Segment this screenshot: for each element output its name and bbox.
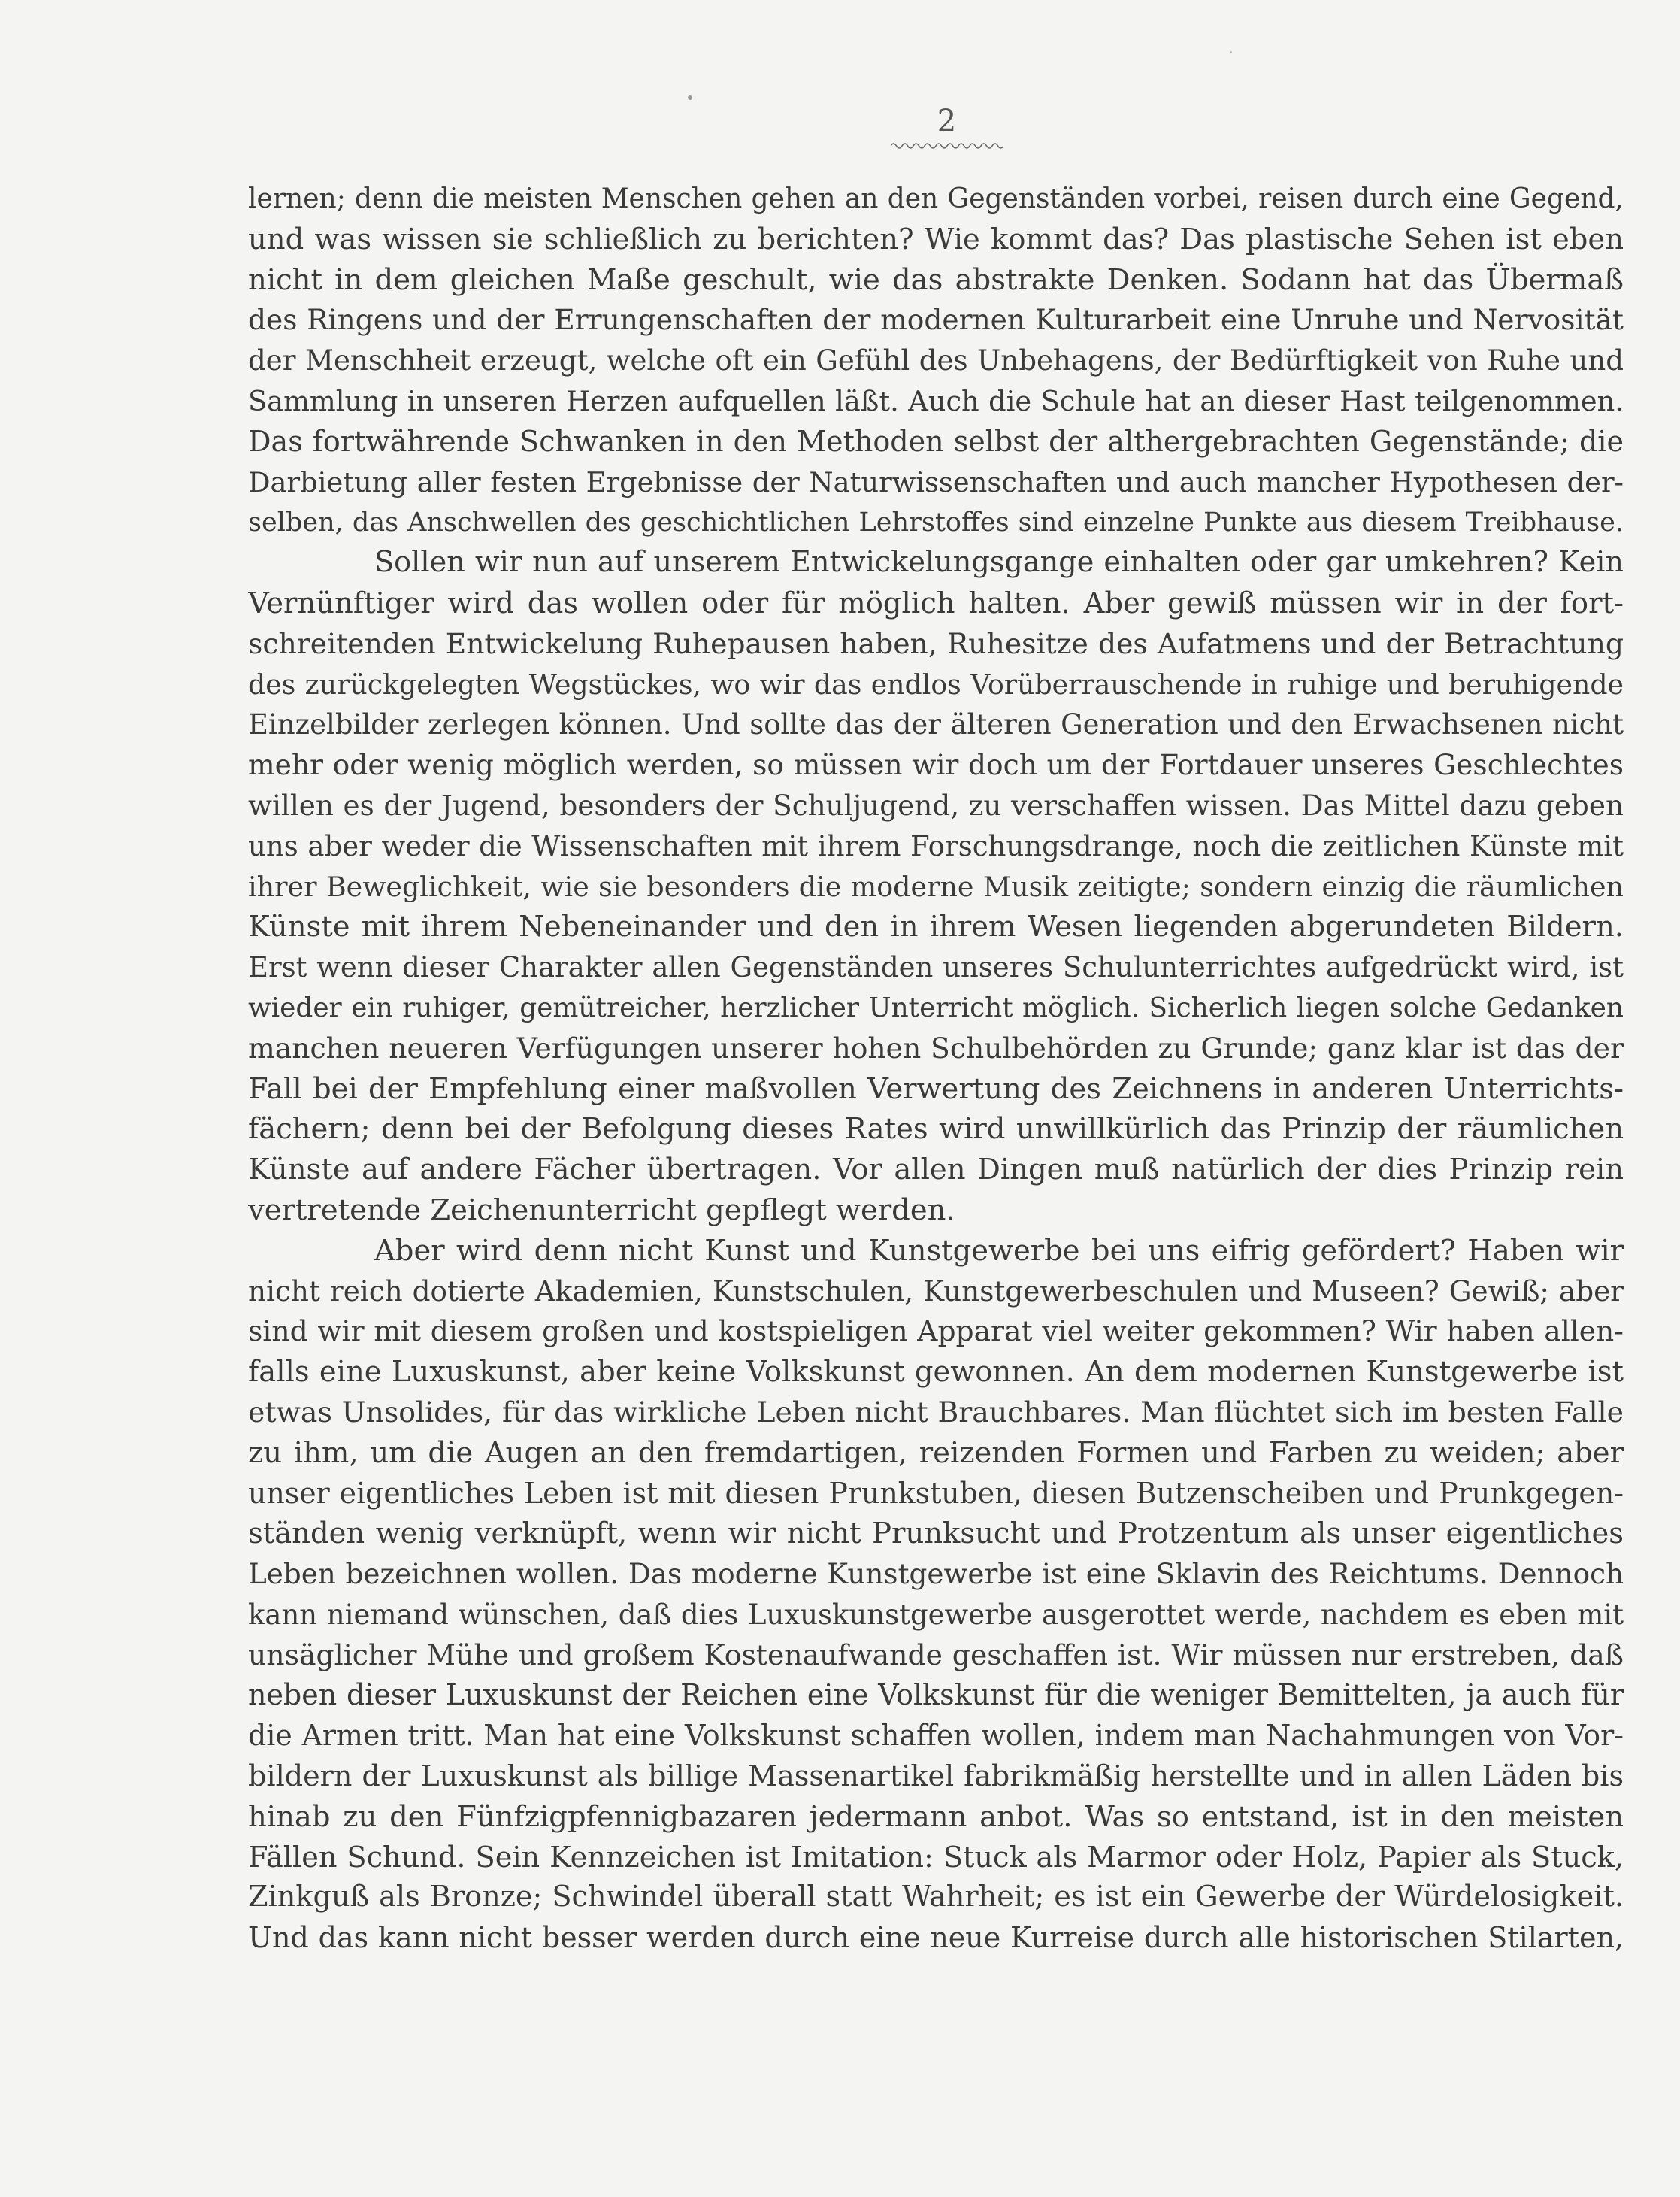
text-line: der Menschheit erzeugt, welche oft ein Gefühl des Unbehagens, der Bedürftigkeit von Ruhe und [248,344,1624,377]
text-line: Einzelbilder zerlegen können. Und sollte das der älteren Generation und den Erwachsenen nicht [248,708,1624,741]
text-line: die Armen tritt. Man hat eine Volkskunst schaffen wollen, indem man Nachahmungen von Vor- [248,1719,1624,1753]
text-line: unsäglicher Mühe und großem Kostenaufwande geschaffen ist. Wir müssen nur erstreben, daß [248,1638,1624,1671]
text-line: sind wir mit diesem großen und kostspieligen Apparat viel weiter gekommen? Wir haben allen- [248,1314,1624,1348]
paper-speck [1230,51,1232,53]
text-line: manchen neueren Verfügungen unserer hohen Schulbehörden zu Grunde; ganz klar ist das der [248,1031,1624,1065]
text-line: Fall bei der Empfehlung einer maßvollen Verwertung des Zeichnens in anderen Unterrichts- [248,1071,1624,1106]
page-number: 2 [937,104,958,138]
text-line: und was wissen sie schließlich zu berichten? Wie kommt das? Das plastische Sehen ist eben [248,222,1624,256]
text-line: mehr oder wenig möglich werden, so müssen wir doch um der Fortdauer unseres Geschlechtes [248,748,1624,782]
paper-speck [688,95,692,100]
text-line: unser eigentliches Leben ist mit diesen Prunkstuben, diesen Butzenscheiben und Prunkgegen- [248,1476,1624,1510]
text-line: Sammlung in unseren Herzen aufquellen läßt. Auch die Schule hat an dieser Hast teilgenommen. [248,384,1624,417]
text-line: Das fortwährende Schwanken in den Methoden selbst der althergebrachten Gegenstände; die [248,424,1624,458]
text-line: uns aber weder die Wissenschaften mit ihrem Forschungsdrange, noch die zeitlichen Künste mit [248,829,1624,862]
text-line: Und das kann nicht besser werden durch eine neue Kurreise durch alle historischen Stilarten, [248,1921,1624,1955]
text-line: willen es der Jugend, besonders der Schuljugend, zu verschaffen wissen. Das Mittel dazu geben [248,788,1624,822]
paragraph-start-line: Aber wird denn nicht Kunst und Kunstgewerbe bei uns eifrig gefördert? Haben wir [374,1233,1624,1268]
text-line: kann niemand wünschen, daß dies Luxuskunstgewerbe ausgerottet werde, nachdem es eben mit [248,1598,1624,1631]
paragraph-start-line: Sollen wir nun auf unserem Entwickelungsgange einhalten oder gar umkehren? Kein [374,546,1624,580]
text-line: schreitenden Entwickelung Ruhepausen haben, Ruhesitze des Aufatmens und der Betrachtung [248,626,1624,660]
text-line: Erst wenn dieser Charakter allen Gegenständen unseres Schulunterrichtes aufgedrückt wird, ist [248,951,1624,984]
text-line: Zinkguß als Bronze; Schwindel überall statt Wahrheit; es ist ein Gewerbe der Würdelosigkeit. [248,1880,1624,1914]
text-line: Darbietung aller festen Ergebnisse der Naturwissenschaften und auch mancher Hypothesen der- [248,465,1624,498]
body-text [248,179,1624,1959]
text-line: etwas Unsolides, für das wirkliche Leben nicht Brauchbares. Man flüchtet sich im besten Falle [248,1395,1624,1429]
text-line: des zurückgelegten Wegstückes, wo wir das endlos Vorüberrauschende in ruhige und beruhigende [248,668,1624,701]
text-line: Leben bezeichnen wollen. Das moderne Kunstgewerbe ist eine Sklavin des Reichtums. Dennoch [248,1557,1624,1591]
text-line: selben, das Anschwellen des geschichtlichen Lehrstoffes sind einzelne Punkte aus diesem Treibhause. [248,507,1624,538]
text-line: Fällen Schund. Sein Kennzeichen ist Imitation: Stuck als Marmor oder Holz, Papier als Stuck, [248,1840,1624,1874]
text-line: wieder ein ruhiger, gemütreicher, herzlicher Unterricht möglich. Sicherlich liegen solche Gedanken [248,992,1624,1023]
text-line: hinab zu den Fünfzigpfennigbazaren jedermann anbot. Was so entstand, ist in den meisten [248,1799,1624,1834]
text-line: des Ringens und der Errungenschaften der modernen Kulturarbeit eine Unruhe und Nervosität [248,303,1624,337]
text-line: neben dieser Luxuskunst der Reichen eine Volkskunst für die weniger Bemittelten, ja auch für [248,1678,1624,1712]
text-line: bildern der Luxuskunst als billige Massenartikel fabrikmäßig herstellte und in allen Läden bis [248,1759,1624,1793]
text-line: fächern; denn bei der Befolgung dieses Rates wird unwillkürlich das Prinzip der räumlichen [248,1112,1624,1147]
text-line: Künste auf andere Fächer übertragen. Vor allen Dingen muß natürlich der dies Prinzip rein [248,1153,1624,1187]
page-number-ornament [891,141,1003,150]
text-line: Künste mit ihrem Nebeneinander und den in ihrem Wesen liegenden abgerundeten Bildern. [248,910,1624,944]
text-line: ständen wenig verknüpft, wenn wir nicht Prunksucht und Protzentum als unser eigentliches [248,1517,1624,1551]
text-line: nicht reich dotierte Akademien, Kunstschulen, Kunstgewerbeschulen und Museen? Gewiß; aber [248,1274,1624,1308]
text-line: lernen; denn die meisten Menschen gehen an den Gegenständen vorbei, reisen durch eine Gegend, [248,183,1624,214]
text-line: Vernünftiger wird das wollen oder für möglich halten. Aber gewiß müssen wir in der fort- [248,586,1624,620]
text-line: nicht in dem gleichen Maße geschult, wie das abstrakte Denken. Sodann hat das Übermaß [248,262,1624,297]
text-line: ihrer Beweglichkeit, wie sie besonders die moderne Musik zeitigte; sondern einzig die räumlichen [248,870,1624,903]
paragraph-end-line: vertretende Zeichenunterricht gepflegt werden. [248,1192,955,1227]
text-line: falls eine Luxuskunst, aber keine Volkskunst gewonnen. An dem modernen Kunstgewerbe ist [248,1355,1624,1389]
text-line: zu ihm, um die Augen an den fremdartigen, reizenden Formen und Farben zu weiden; aber [248,1435,1624,1470]
